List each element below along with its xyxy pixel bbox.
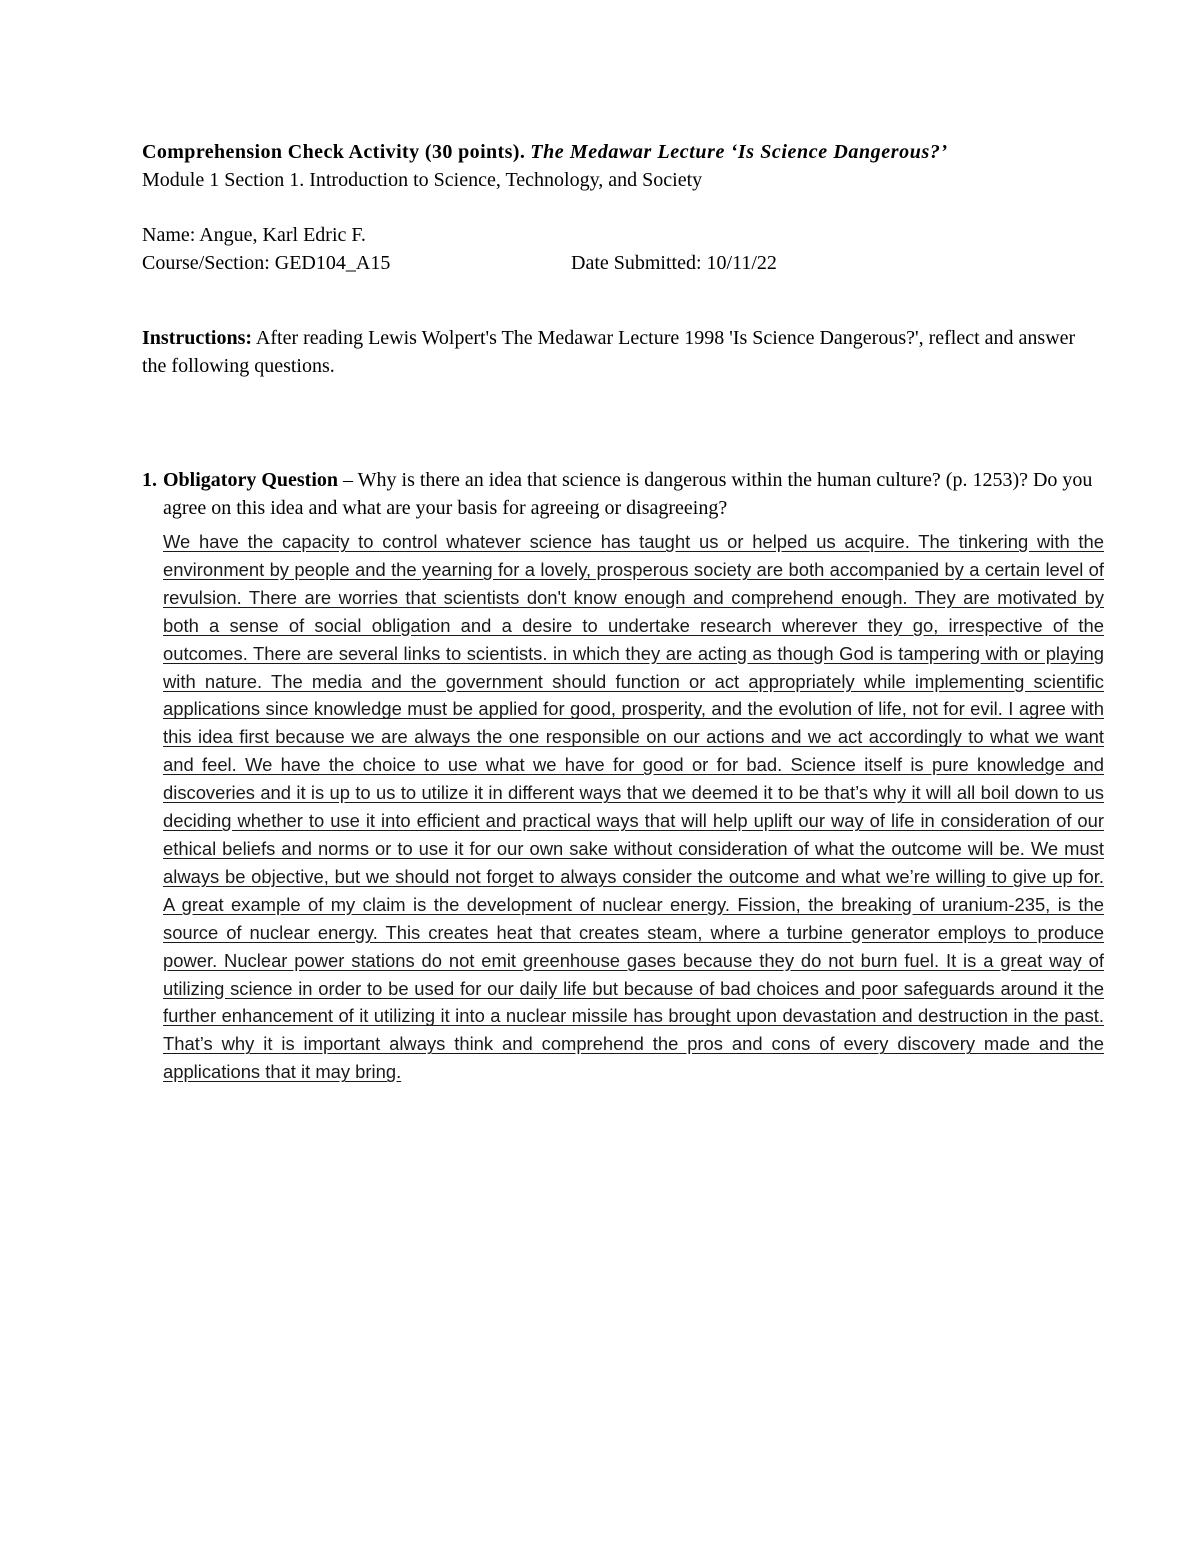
lecture-title: The Medawar Lecture ‘Is Science Dangerous?’ (530, 141, 948, 163)
date-submitted (571, 249, 777, 277)
course-value: GED104_A15 (274, 252, 391, 274)
question-prompt (163, 466, 1104, 522)
date-value: 10/11/22 (706, 252, 777, 274)
course-label: Course/Section: (142, 252, 270, 274)
course-date-line (142, 249, 1104, 277)
question-1 (142, 466, 1104, 522)
document-page (142, 138, 1104, 1086)
answer-text: We have the capacity to control whatever science has taught us or helped us acquire. The tinkering with the environment by people and the yearning for a lovely, prosperous society are both accompanied by a certain level of revulsion. There are worries that scientists don't know enough and comprehend enough. They are motivated by both a sense of social obligation and a desire to undertake research wherever they go, irrespective of the outcomes. There are several links to scientists. in which they are acting as though God is tampering with or playing with nature. The media and the government should function or act appropriately while implementing scientific applications since knowledge must be applied for good, prosperity, and the evolution of life, not for evil. I agree with this idea first because we are always the one responsible on our actions and we act accordingly to what we want and feel. We have the choice to use what we have for good or for bad. Science itself is pure knowledge and discoveries and it is up to us to utilize it in different ways that we deemed it to be that’s why it will all boil down to us deciding whether to use it into efficient and practical ways that will help uplift our way of life in consideration of our ethical beliefs and norms or to use it for our own sake without consideration of what the outcome will be. We must always be objective, but we should not forget to always consider the outcome and what we’re willing to give up for. A great example of my claim is the development of nuclear energy. Fission, the breaking of uranium-235, is the source of nuclear energy. This creates heat that creates steam, where a turbine generator employs to produce power. Nuclear power stations do not emit greenhouse gases because they do not burn fuel. It is a great way of utilizing science in order to be used for our daily life but because of bad choices and poor safeguards around it the further enhancement of it utilizing it into a nuclear missile has brought upon devastation and destruction in the past. That’s why it is important always think and comprehend the pros and cons of every discovery made and the applications that it may bring. (163, 531, 1104, 1083)
question-label: Obligatory Question (163, 469, 339, 491)
module-subtitle: Module 1 Section 1. Introduction to Science, Technology, and Society (142, 169, 703, 191)
instructions-text: After reading Lewis Wolpert's The Medawar Lecture 1998 'Is Science Dangerous?', reflect and answer the following questions. (142, 327, 1076, 377)
instructions (142, 324, 1104, 380)
question-text: – Why is there an idea that science is dangerous within the human culture? (p. 1253)? Do you agree on this idea and what are your basis for agreeing or disagreeing? (163, 469, 1093, 519)
activity-title: Comprehension Check Activity (30 points). (142, 141, 526, 163)
question-number: 1. (142, 469, 157, 491)
instructions-label: Instructions: (142, 327, 253, 349)
title-line (142, 138, 1104, 166)
name-value: Angue, Karl Edric F. (199, 224, 366, 246)
name-label: Name: (142, 224, 196, 246)
date-label: Date Submitted: (571, 252, 702, 274)
name-line (142, 221, 1104, 249)
course-section (142, 249, 571, 277)
